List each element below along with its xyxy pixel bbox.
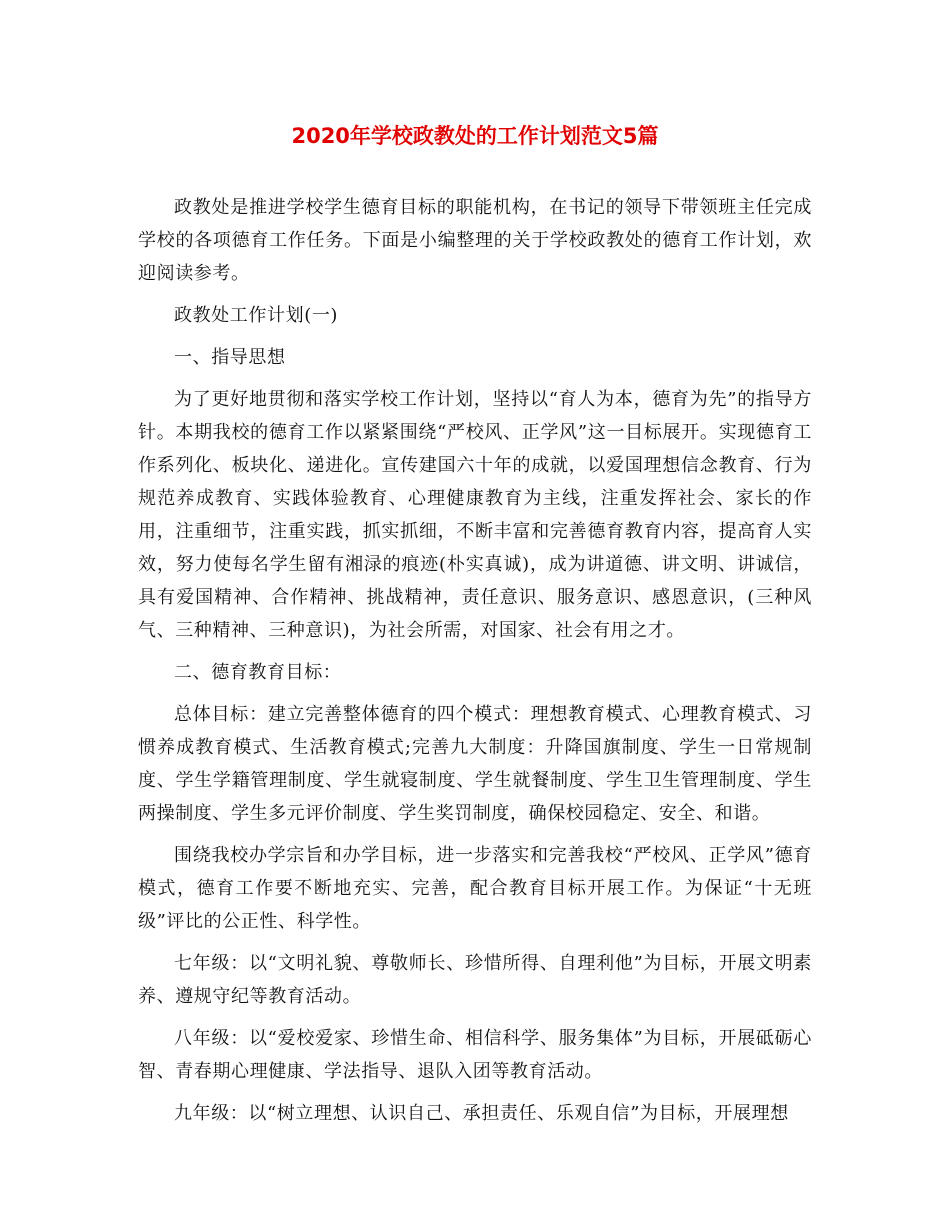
paragraph-grade-9: 九年级：以“树立理想、认识自己、承担责任、乐观自信”为目标，开展理想 bbox=[174, 1103, 789, 1124]
section-heading-guiding-ideology: 一、指导思想 bbox=[174, 347, 286, 368]
document-title: 2020年学校政教处的工作计划范文5篇 bbox=[291, 124, 659, 148]
paragraph-guiding-ideology: 为了更好地贯彻和落实学校工作计划，坚持以“育人为本，德育为先”的指导方针。本期我校的德育工作以紧紧围绕“严校风、正学风”这一目标展开。实现德育工作系列化、板块化、递进化。宣传建国六十年的成就，以爱国理想信念教育、行为规范养成教育、实践体验教育、心理健康教育为主线，注重发挥社会、家长的作用，注重细节，注重实践，抓实抓细，不断丰富和完善德育教育内容，提高育人实效，努力使每名学生留有湘渌的痕迹(朴实真诚)，成为讲道德、讲文明、讲诚信，具有爱国精神、合作精神、挑战精神，责任意识、服务意识、感恩意识，(三种风气、三种精神、三种意识)，为社会所需，对国家、社会有用之才。 bbox=[138, 389, 812, 641]
paragraph-school-motto: 围绕我校办学宗旨和办学目标，进一步落实和完善我校“严校风、正学风”德育模式，德育工作要不断地充实、完善，配合教育目标开展工作。为保证“十无班级”评比的公正性、科学性。 bbox=[138, 845, 812, 932]
document-body bbox=[138, 191, 812, 1139]
paragraph-grade-7: 七年级：以“文明礼貌、尊敬师长、珍惜所得、自理利他”为目标，开展文明素养、遵规守纪等教育活动。 bbox=[138, 953, 812, 1007]
section-heading-moral-goals: 二、德育教育目标： bbox=[174, 662, 342, 683]
paragraph-intro: 政教处是推进学校学生德育目标的职能机构，在书记的领导下带领班主任完成学校的各项德育工作任务。下面是小编整理的关于学校政教处的德育工作计划，欢迎阅读参考。 bbox=[138, 197, 812, 284]
section-heading-plan-1: 政教处工作计划(一) bbox=[174, 305, 339, 326]
paragraph-grade-8: 八年级：以“爱校爱家、珍惜生命、相信科学、服务集体”为目标，开展砥砺心智、青春期心理健康、学法指导、退队入团等教育活动。 bbox=[138, 1028, 812, 1082]
paragraph-overall-goals: 总体目标：建立完善整体德育的四个模式：理想教育模式、心理教育模式、习惯养成教育模式、生活教育模式;完善九大制度：升降国旗制度、学生一日常规制度、学生学籍管理制度、学生就寝制度、学生就餐制度、学生卫生管理制度、学生两操制度、学生多元评价制度、学生奖罚制度，确保校园稳定、安全、和谐。 bbox=[138, 704, 812, 824]
